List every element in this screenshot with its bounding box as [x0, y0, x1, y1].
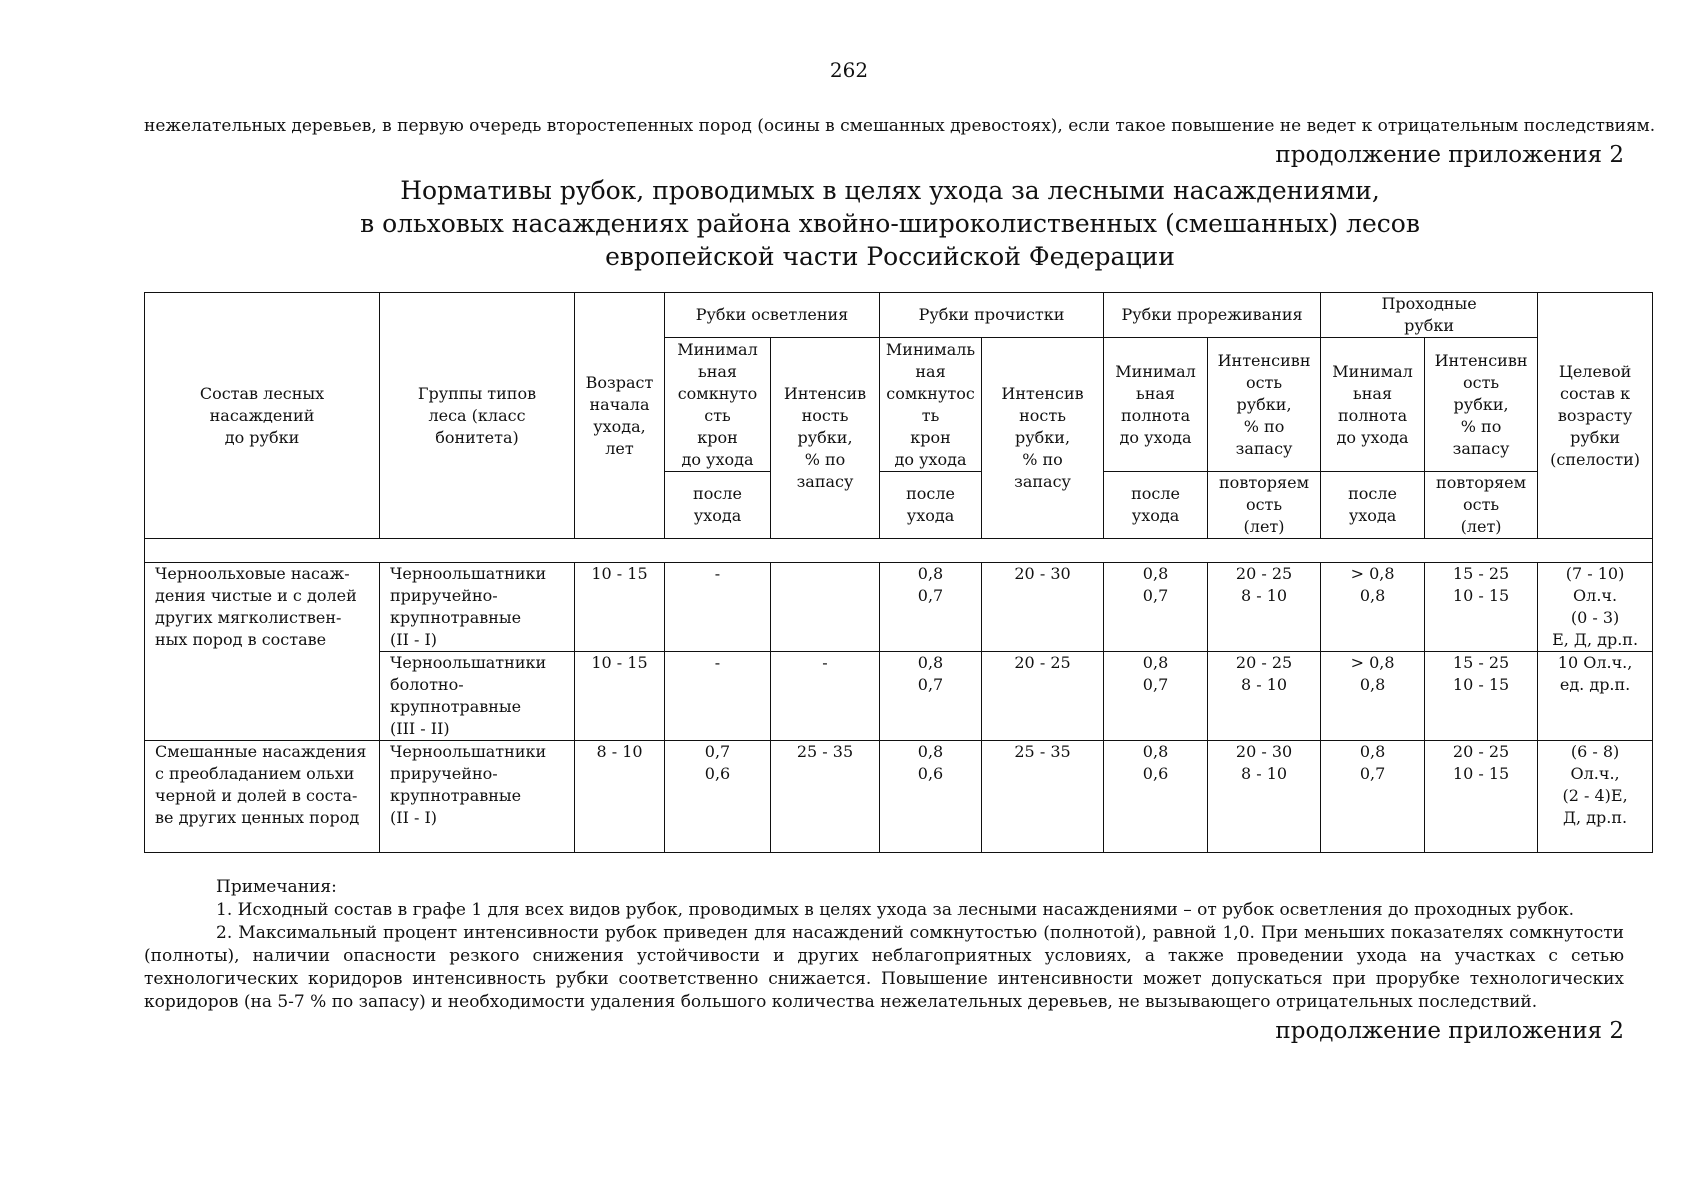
header-forest-groups: Группы типов леса (класс бонитета)	[380, 293, 575, 539]
header-clearing-min-crown: Минимал ьная сомкнуто сть крон до ухода	[665, 338, 771, 472]
header-thinning-intensity: Интенсивн ость рубки, % по запасу	[1208, 338, 1321, 472]
row-passage-intensity: 15 - 25 10 - 15	[1425, 652, 1538, 741]
row-thinning-intensity: 20 - 30 8 - 10	[1208, 741, 1321, 853]
row-target: 10 Ол.ч., ед. др.п.	[1538, 652, 1653, 741]
row-cleaning-intensity: 20 - 25	[982, 652, 1104, 741]
row-thinning-min: 0,8 0,7	[1104, 652, 1208, 741]
header-thinning: Рубки прореживания	[1104, 293, 1321, 338]
header-thinning-after: после ухода	[1104, 472, 1208, 539]
row-passage-min: > 0,8 0,8	[1321, 652, 1425, 741]
header-cleaning-intensity: Интенсив ность рубки, % по запасу	[982, 338, 1104, 539]
row-clearing-intensity: 25 - 35	[771, 741, 880, 853]
spacer-row	[145, 539, 1653, 563]
header-start-age: Возраст начала ухода, лет	[575, 293, 665, 539]
row-thinning-min: 0,8 0,7	[1104, 563, 1208, 652]
row-composition: Смешанные насаждения с преобладанием ольхи черной и долей в соста- ве других ценных пород	[145, 741, 380, 853]
header-passage-min-density: Минимал ьная полнота до ухода	[1321, 338, 1425, 472]
row-target: (7 - 10) Ол.ч. (0 - 3) Е, Д, др.п.	[1538, 563, 1653, 652]
header-cleaning-min-crown: Минималь ная сомкнутос ть крон до ухода	[880, 338, 982, 472]
header-clearing-after: после ухода	[665, 472, 771, 539]
title-line-1: Нормативы рубок, проводимых в целях ухода за лесными насаждениями,	[400, 176, 1380, 205]
row-clearing-min: -	[665, 652, 771, 741]
norms-table	[144, 292, 1653, 853]
row-passage-min: > 0,8 0,8	[1321, 563, 1425, 652]
row-clearing-intensity	[771, 563, 880, 652]
row-cleaning-min: 0,8 0,6	[880, 741, 982, 853]
row-thinning-intensity: 20 - 25 8 - 10	[1208, 563, 1321, 652]
header-passage-after: после ухода	[1321, 472, 1425, 539]
row-passage-min: 0,8 0,7	[1321, 741, 1425, 853]
notes-section	[144, 876, 1624, 1014]
row-start-age: 10 - 15	[575, 652, 665, 741]
header-passage-intensity: Интенсивн ость рубки, % по запасу	[1425, 338, 1538, 472]
header-passage: Проходные рубки	[1321, 293, 1538, 338]
intro-text: нежелательных деревьев, в первую очередь второстепенных пород (осины в смешанных древостоях), если такое повышение не ведет к отрицательным последствиям.	[144, 116, 1656, 136]
header-row-1	[145, 293, 1653, 338]
row-forest-group: Черноольшатники приручейно- крупнотравные (II - I)	[380, 563, 575, 652]
row-thinning-min: 0,8 0,6	[1104, 741, 1208, 853]
page-number: 262	[829, 58, 869, 82]
row-clearing-min: 0,7 0,6	[665, 741, 771, 853]
header-passage-repeat: повторяем ость (лет)	[1425, 472, 1538, 539]
row-cleaning-intensity: 20 - 30	[982, 563, 1104, 652]
row-target: (6 - 8) Ол.ч., (2 - 4)Е, Д, др.п.	[1538, 741, 1653, 853]
row-clearing-min: -	[665, 563, 771, 652]
spacer-cell	[145, 539, 1653, 563]
header-clearing-intensity: Интенсив ность рубки, % по запасу	[771, 338, 880, 539]
title-line-2: в ольховых насаждениях района хвойно-широколиственных (смешанных) лесов	[360, 209, 1420, 238]
continuation-label-bottom: продолжение приложения 2	[1275, 1018, 1624, 1044]
notes-heading: Примечания:	[216, 877, 337, 897]
header-thinning-repeat: повторяем ость (лет)	[1208, 472, 1321, 539]
row-start-age: 8 - 10	[575, 741, 665, 853]
header-clearing: Рубки осветления	[665, 293, 880, 338]
row-composition: Черноольховые насаж- дения чистые и с долей других мягколиствен- ных пород в составе	[145, 563, 380, 741]
table-row	[145, 741, 1653, 853]
header-target: Целевой состав к возрасту рубки (спелости)	[1538, 293, 1653, 539]
row-forest-group: Черноольшатники приручейно- крупнотравные (II - I)	[380, 741, 575, 853]
header-thinning-min-density: Минимал ьная полнота до ухода	[1104, 338, 1208, 472]
row-cleaning-min: 0,8 0,7	[880, 563, 982, 652]
continuation-label-top: продолжение приложения 2	[1275, 142, 1624, 168]
row-clearing-intensity: -	[771, 652, 880, 741]
header-cleaning-after: после ухода	[880, 472, 982, 539]
table-row	[145, 563, 1653, 652]
document-title	[0, 174, 1698, 273]
header-cleaning: Рубки прочистки	[880, 293, 1104, 338]
header-composition: Состав лесных насаждений до рубки	[145, 293, 380, 539]
row-cleaning-min: 0,8 0,7	[880, 652, 982, 741]
row-passage-intensity: 20 - 25 10 - 15	[1425, 741, 1538, 853]
row-thinning-intensity: 20 - 25 8 - 10	[1208, 652, 1321, 741]
note-item-1: 1. Исходный состав в графе 1 для всех видов рубок, проводимых в целях ухода за лесными насаждениями – от рубок осветления до проходных рубок.	[216, 900, 1575, 920]
note-item-2: 2. Максимальный процент интенсивности рубок приведен для насаждений сомкнутостью (полнотой), равной 1,0. При меньших показателях сомкнутости (полноты), наличии опасности резкого снижения устойчивости и других неблагоприятных условиях, а также проведении ухода на участках с сетью технологических коридоров интенсивность рубки соответственно снижается. Повышение интенсивности может допускаться при прорубке технологических коридоров (на 5-7 % по запасу) и необходимости удаления большого количества нежелательных деревьев, не вызывающего отрицательных последствий.	[144, 923, 1624, 1012]
row-passage-intensity: 15 - 25 10 - 15	[1425, 563, 1538, 652]
row-forest-group: Черноольшатники болотно- крупнотравные (III - II)	[380, 652, 575, 741]
row-cleaning-intensity: 25 - 35	[982, 741, 1104, 853]
row-start-age: 10 - 15	[575, 563, 665, 652]
title-line-3: европейской части Российской Федерации	[605, 242, 1175, 271]
